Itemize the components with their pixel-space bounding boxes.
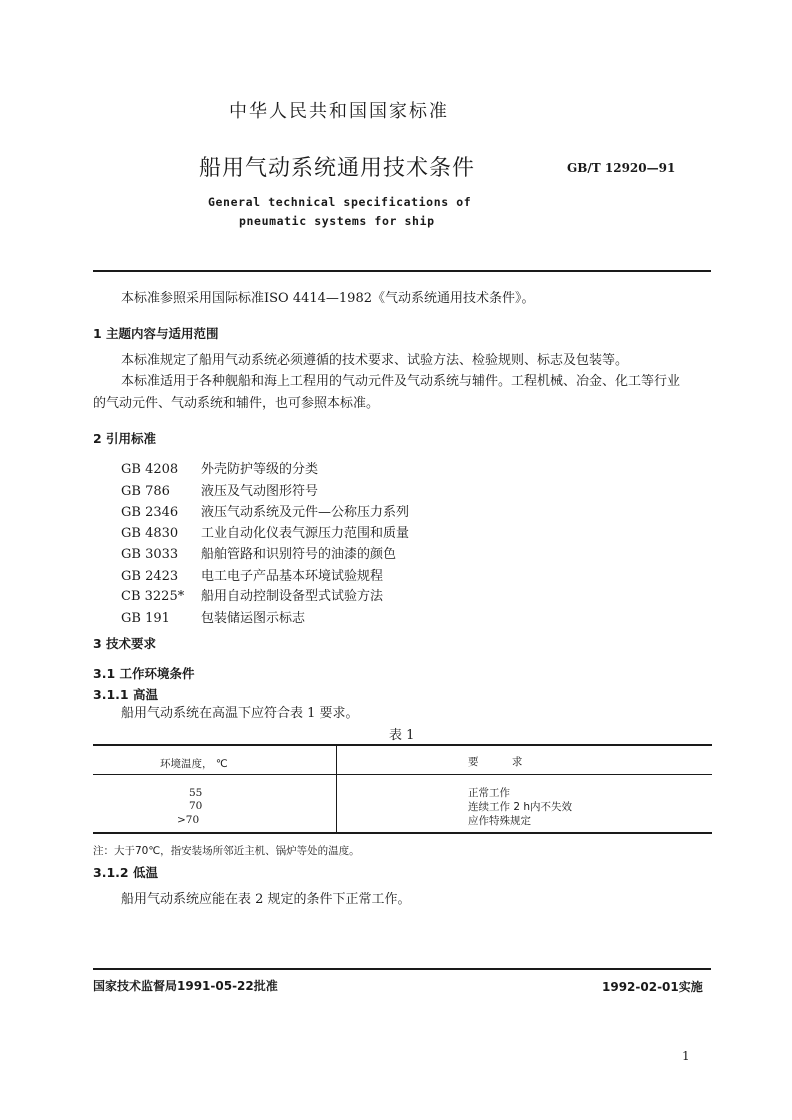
table-1-note: 注：大于70℃，指安装场所邻近主机、锅炉等处的温度。	[93, 845, 360, 857]
section-2-heading: 2 引用标准	[93, 431, 157, 446]
reference-item	[121, 501, 409, 520]
table-column-divider	[336, 745, 337, 832]
reference-code: GB 4830	[121, 526, 179, 541]
reference-item	[121, 543, 396, 562]
reference-title: 包装储运图示标志	[201, 611, 306, 626]
section-1-heading: 1 主题内容与适用范围	[93, 326, 219, 341]
reference-code: GB 3033	[121, 547, 179, 562]
reference-item	[121, 585, 383, 604]
table-cell-temperature: 55	[189, 787, 203, 799]
implementation-date: 1992-02-01实施	[602, 980, 703, 994]
subsection-3-1-heading: 3.1 工作环境条件	[93, 666, 195, 681]
reference-item	[121, 458, 318, 477]
document-title-cn: 船用气动系统通用技术条件	[199, 156, 476, 181]
subsection-3-1-2-text: 船用气动系统应能在表 2 规定的条件下正常工作。	[121, 892, 411, 907]
table-header-temperature: 环境温度， ℃	[160, 758, 228, 770]
reference-code: GB 2346	[121, 505, 179, 520]
reference-code: CB 3225*	[121, 589, 185, 604]
subsection-3-1-2-heading: 3.1.2 低温	[93, 865, 158, 880]
table-header-rule	[93, 774, 712, 775]
document-title-en-line2: pneumatic systems for ship	[239, 214, 435, 228]
approval-line: 国家技术监督局1991-05-22批准	[93, 979, 278, 993]
table-cell-temperature: 70	[189, 800, 203, 812]
reference-title: 船用自动控制设备型式试验方法	[201, 589, 384, 604]
intro-paragraph: 本标准参照采用国际标准ISO 4414—1982《气动系统通用技术条件》。	[121, 291, 535, 306]
reference-title: 电工电子产品基本环境试验规程	[201, 569, 384, 584]
reference-title: 液压及气动图形符号	[201, 484, 319, 499]
reference-item	[121, 480, 318, 499]
table-cell-requirement: 连续工作 2 h内不失效	[468, 801, 573, 813]
subsection-3-1-1-heading: 3.1.1 高温	[93, 687, 158, 702]
table-header-requirement: 要 求	[468, 756, 523, 768]
table-cell-requirement: 应作特殊规定	[468, 815, 531, 827]
standard-code: GB/T 12920—91	[567, 161, 676, 175]
header-divider	[93, 270, 711, 272]
reference-title: 工业自动化仪表气源压力范围和质量	[201, 526, 410, 541]
reference-title: 船舶管路和识别符号的油漆的颜色	[201, 547, 397, 562]
table-cell-requirement: 正常工作	[468, 787, 510, 799]
reference-item	[121, 607, 305, 626]
document-title-en-line1: General technical specifications of	[208, 195, 472, 209]
table-bottom-rule	[93, 832, 712, 834]
section-1-paragraph-2-line-1: 本标准适用于各种舰船和海上工程用的气动元件及气动系统与辅件。工程机械、冶金、化工等行业	[121, 374, 681, 389]
reference-title: 液压气动系统及元件—公称压力系列	[201, 505, 410, 520]
reference-code: GB 2423	[121, 569, 179, 584]
reference-item	[121, 522, 409, 541]
reference-title: 外壳防护等级的分类	[201, 462, 319, 477]
reference-item	[121, 565, 383, 584]
national-standard-heading: 中华人民共和国国家标准	[229, 101, 449, 122]
footer-divider	[93, 968, 711, 970]
reference-code: GB 191	[121, 611, 170, 626]
reference-code: GB 786	[121, 484, 170, 499]
section-1-paragraph-1: 本标准规定了船用气动系统必须遵循的技术要求、试验方法、检验规则、标志及包装等。	[121, 353, 629, 368]
section-3-heading: 3 技术要求	[93, 636, 157, 651]
table-top-rule	[93, 744, 712, 746]
reference-code: GB 4208	[121, 462, 179, 477]
section-1-paragraph-2-line-2: 的气动元件、气动系统和辅件，也可参照本标准。	[93, 396, 380, 411]
subsection-3-1-1-text: 船用气动系统在高温下应符合表 1 要求。	[121, 706, 359, 721]
table-cell-temperature: >70	[177, 814, 200, 826]
page-number: 1	[682, 1049, 690, 1063]
table-1-caption: 表 1	[389, 728, 415, 743]
